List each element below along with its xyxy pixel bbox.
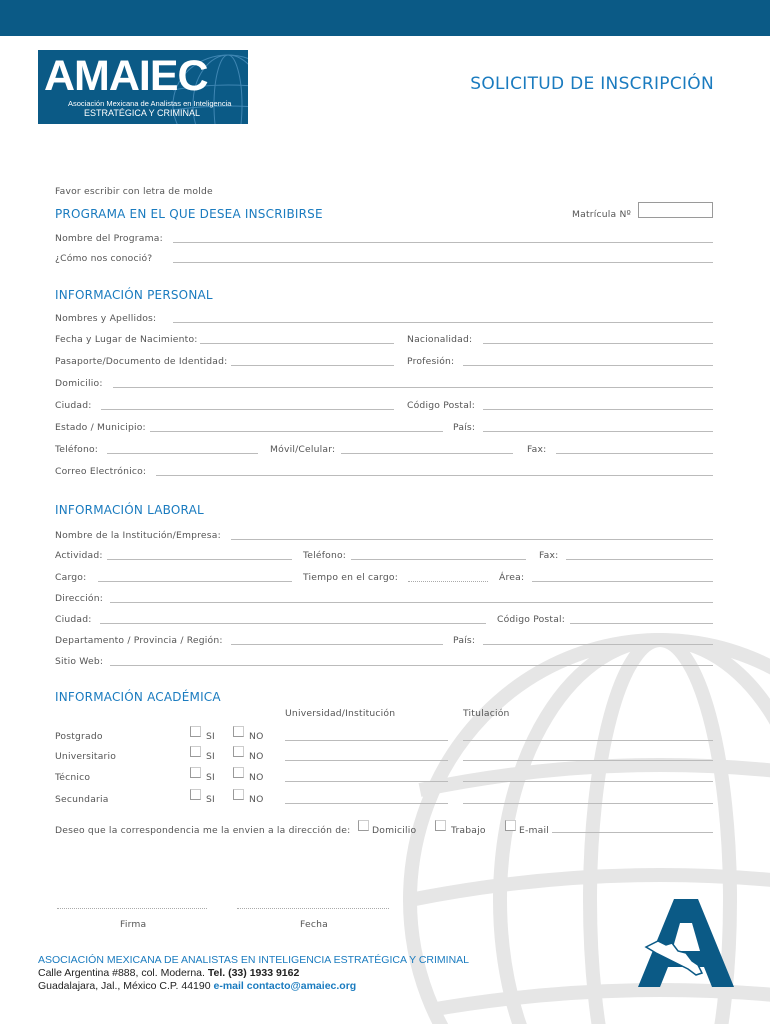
program-heading: PROGRAMA EN EL QUE DESEA INSCRIBIRSE bbox=[55, 207, 323, 221]
laboral-telefono-field[interactable] bbox=[351, 559, 526, 560]
nacionalidad-field[interactable] bbox=[483, 343, 713, 344]
ciudad-label: Ciudad: bbox=[55, 400, 92, 411]
personal-heading: INFORMACIÓN PERSONAL bbox=[55, 288, 213, 302]
firma-label: Firma bbox=[120, 919, 147, 930]
estado-label: Estado / Municipio: bbox=[55, 422, 146, 433]
no-label: NO bbox=[249, 772, 264, 783]
fecha-label: Fecha bbox=[300, 919, 328, 930]
footer-city-line: Guadalajara, Jal., México C.P. 44190 bbox=[38, 980, 211, 992]
area-field[interactable] bbox=[532, 581, 713, 582]
fecha-lugar-label: Fecha y Lugar de Nacimiento: bbox=[55, 334, 198, 345]
correo-label: Correo Electrónico: bbox=[55, 466, 147, 477]
pasaporte-label: Pasaporte/Documento de Identidad: bbox=[55, 356, 228, 367]
footer-address bbox=[38, 967, 299, 979]
correspondencia-line bbox=[552, 832, 713, 833]
academica-row-label: Universitario bbox=[55, 751, 117, 762]
profesion-field[interactable] bbox=[463, 365, 713, 366]
logo-subtitle-1: Asociación Mexicana de Analistas en Inteligencia bbox=[68, 99, 232, 108]
no-checkbox[interactable] bbox=[233, 789, 244, 800]
si-checkbox[interactable] bbox=[190, 726, 201, 737]
area-label: Área: bbox=[499, 572, 525, 583]
academica-row-label: Secundaria bbox=[55, 794, 109, 805]
matricula-input[interactable] bbox=[638, 202, 713, 218]
academica-row-label: Técnico bbox=[55, 772, 91, 783]
actividad-field[interactable] bbox=[107, 559, 292, 560]
fecha-field[interactable] bbox=[237, 908, 389, 909]
matricula-label: Matrícula Nº bbox=[572, 209, 632, 220]
sitio-web-field[interactable] bbox=[110, 665, 713, 666]
codigo-postal-label: Código Postal: bbox=[407, 400, 476, 411]
si-checkbox[interactable] bbox=[190, 767, 201, 778]
institucion-label: Nombre de la Institución/Empresa: bbox=[55, 530, 221, 541]
no-checkbox[interactable] bbox=[233, 726, 244, 737]
laboral-pais-label: País: bbox=[453, 635, 476, 646]
nombres-label: Nombres y Apellidos: bbox=[55, 313, 157, 324]
nacionalidad-label: Nacionalidad: bbox=[407, 334, 473, 345]
domicilio-option-label: Domicilio bbox=[372, 825, 417, 836]
fax-field[interactable] bbox=[556, 453, 713, 454]
titulacion-column-header: Titulación bbox=[463, 708, 510, 719]
titulacion-field[interactable] bbox=[463, 781, 713, 782]
pais-field[interactable] bbox=[483, 431, 713, 432]
no-label: NO bbox=[249, 731, 264, 742]
ciudad-field[interactable] bbox=[101, 409, 394, 410]
cargo-field[interactable] bbox=[98, 581, 292, 582]
si-checkbox[interactable] bbox=[190, 789, 201, 800]
si-checkbox[interactable] bbox=[190, 746, 201, 757]
correo-field[interactable] bbox=[156, 475, 713, 476]
como-conocio-field[interactable] bbox=[173, 262, 713, 263]
si-label: SI bbox=[206, 731, 215, 742]
si-label: SI bbox=[206, 794, 215, 805]
universidad-column-header: Universidad/Institución bbox=[285, 708, 396, 719]
titulacion-field[interactable] bbox=[463, 740, 713, 741]
logo-wordmark: AMAIEC bbox=[44, 52, 208, 100]
email-checkbox[interactable] bbox=[505, 820, 516, 831]
direccion-label: Dirección: bbox=[55, 593, 104, 604]
pasaporte-field[interactable] bbox=[231, 365, 394, 366]
laboral-cp-field[interactable] bbox=[570, 623, 713, 624]
no-checkbox[interactable] bbox=[233, 767, 244, 778]
no-label: NO bbox=[249, 751, 264, 762]
domicilio-field[interactable] bbox=[113, 387, 713, 388]
no-label: NO bbox=[249, 794, 264, 805]
titulacion-field[interactable] bbox=[463, 803, 713, 804]
universidad-field[interactable] bbox=[285, 760, 448, 761]
sitio-web-label: Sitio Web: bbox=[55, 656, 104, 667]
laboral-heading: INFORMACIÓN LABORAL bbox=[55, 503, 204, 517]
laboral-ciudad-label: Ciudad: bbox=[55, 614, 92, 625]
correspondencia-label: Deseo que la correspondencia me la envien a la dirección de: bbox=[55, 825, 351, 836]
nombre-programa-label: Nombre del Programa: bbox=[55, 233, 163, 244]
como-conocio-label: ¿Cómo nos conoció? bbox=[55, 253, 153, 264]
domicilio-checkbox[interactable] bbox=[358, 820, 369, 831]
tiempo-label: Tiempo en el cargo: bbox=[303, 572, 399, 583]
si-label: SI bbox=[206, 772, 215, 783]
estado-field[interactable] bbox=[150, 431, 443, 432]
universidad-field[interactable] bbox=[285, 781, 448, 782]
domicilio-label: Domicilio: bbox=[55, 378, 103, 389]
amaiec-emblem-icon bbox=[636, 895, 736, 991]
top-banner bbox=[0, 0, 770, 36]
instructions-text: Favor escribir con letra de molde bbox=[55, 186, 213, 197]
cargo-label: Cargo: bbox=[55, 572, 87, 583]
fax-label: Fax: bbox=[527, 444, 547, 455]
fecha-lugar-field[interactable] bbox=[200, 343, 394, 344]
departamento-label: Departamento / Provincia / Región: bbox=[55, 635, 223, 646]
laboral-pais-field[interactable] bbox=[483, 644, 713, 645]
amaiec-logo bbox=[38, 50, 248, 124]
telefono-field[interactable] bbox=[107, 453, 258, 454]
universidad-field[interactable] bbox=[285, 740, 448, 741]
departamento-field[interactable] bbox=[231, 644, 443, 645]
no-checkbox[interactable] bbox=[233, 746, 244, 757]
footer-phone: Tel. (33) 1933 9162 bbox=[207, 967, 300, 979]
footer-address-line: Calle Argentina #888, col. Moderna. bbox=[38, 967, 205, 979]
email-option-label: E-mail bbox=[519, 825, 550, 836]
trabajo-option-label: Trabajo bbox=[451, 825, 486, 836]
movil-label: Móvil/Celular: bbox=[270, 444, 336, 455]
nombre-programa-field[interactable] bbox=[173, 242, 713, 243]
laboral-cp-label: Código Postal: bbox=[497, 614, 566, 625]
pais-label: País: bbox=[453, 422, 476, 433]
movil-field[interactable] bbox=[341, 453, 513, 454]
laboral-fax-label: Fax: bbox=[539, 550, 559, 561]
tiempo-field[interactable] bbox=[408, 581, 488, 582]
logo-subtitle-2: ESTRATÉGICA Y CRIMINAL bbox=[84, 108, 201, 118]
firma-field[interactable] bbox=[57, 908, 207, 909]
footer-email-link[interactable]: e-mail contacto@amaiec.org bbox=[213, 980, 357, 992]
footer-city bbox=[38, 980, 356, 992]
profesion-label: Profesión: bbox=[407, 356, 455, 367]
si-label: SI bbox=[206, 751, 215, 762]
titulacion-field[interactable] bbox=[463, 760, 713, 761]
laboral-fax-field[interactable] bbox=[566, 559, 713, 560]
footer-org-name: ASOCIACIÓN MEXICANA DE ANALISTAS EN INTELIGENCIA ESTRATÉGICA Y CRIMINAL bbox=[38, 954, 469, 966]
direccion-field[interactable] bbox=[110, 602, 713, 603]
document-title: SOLICITUD DE INSCRIPCIÓN bbox=[470, 74, 714, 94]
actividad-label: Actividad: bbox=[55, 550, 103, 561]
nombres-field[interactable] bbox=[173, 322, 713, 323]
academica-row-label: Postgrado bbox=[55, 731, 103, 742]
laboral-telefono-label: Teléfono: bbox=[303, 550, 347, 561]
telefono-label: Teléfono: bbox=[55, 444, 99, 455]
codigo-postal-field[interactable] bbox=[483, 409, 713, 410]
institucion-field[interactable] bbox=[231, 539, 713, 540]
universidad-field[interactable] bbox=[285, 803, 448, 804]
trabajo-checkbox[interactable] bbox=[435, 820, 446, 831]
academica-heading: INFORMACIÓN ACADÉMICA bbox=[55, 690, 221, 704]
laboral-ciudad-field[interactable] bbox=[100, 623, 486, 624]
